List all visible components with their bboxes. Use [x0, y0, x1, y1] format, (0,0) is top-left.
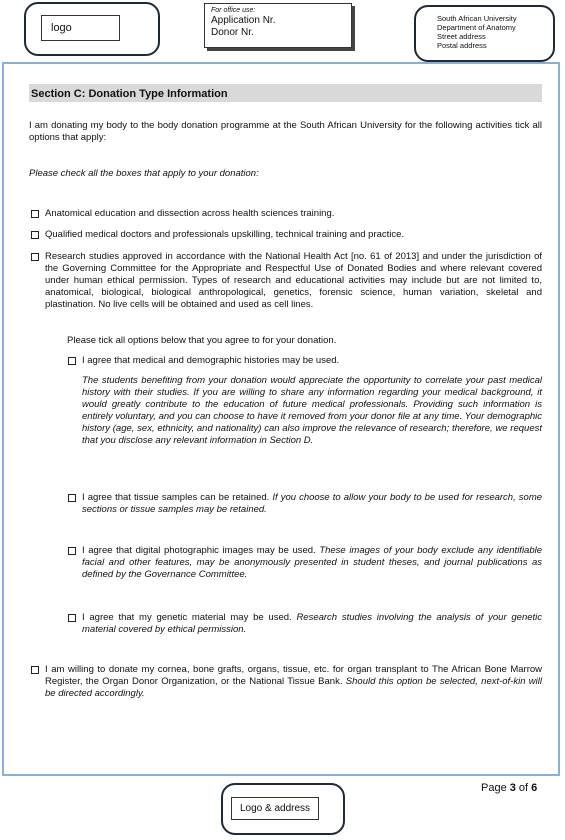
office-use-box [204, 3, 352, 48]
option-research-label: Research studies approved in accordance with the National Health Act [no. 61 of 2013] and under the jurisdiction of the Governing Committee for the Appropriate and Respectful Use of Donated Bodies and where relevant covered under human ethical permission. Types of research and educational activities may include but are not limited to, anatomical, biological, biological anthropological, genetics, forensic science, human variation, skeletal and plastination. No live cells will be obtained and used as cell lines. [45, 251, 542, 310]
check-prompt: Please check all the boxes that apply to your donation: [29, 168, 259, 179]
page-of: of [515, 782, 532, 794]
page-current: 3 [509, 782, 516, 794]
sub-medical-history-note: The students benefiting from your donation would appreciate the opportunity to correlate your past medical history with their studies. If you are willing to share any information regarding your medical background, it would greatly contribute to the education of future medical professionals. Providing such information is entirely voluntary, and you can choose to have it removed from your donor file at any time. Your demographic history (age, sex, ethnicity, and nationality) can also improve the relevance of research; therefore, we request that you disclose any relevant information in Section D. [82, 375, 542, 446]
logo-placeholder: logo [41, 15, 120, 41]
sub-genetic-material-note: Research studies involving the analysis of your genetic material covered by ethical permission. [82, 612, 543, 635]
sub-tissue-samples-text [82, 492, 542, 516]
office-use-title: For office use: [211, 7, 256, 14]
sub-tissue-samples-note: If you choose to allow your body to be used for research, some sections or tissue samples may be retained. [82, 492, 543, 515]
address-line: South African University [437, 14, 517, 23]
footer-logo-address: Logo & address [231, 797, 319, 820]
address-box [414, 5, 555, 62]
application-number-label: Application Nr. [211, 15, 276, 26]
option-professional-training-checkbox[interactable] [31, 231, 39, 239]
address-line: Street address [437, 32, 486, 41]
address-line: Department of Anatomy [437, 23, 516, 32]
sub-photographs-checkbox[interactable] [68, 547, 76, 555]
footer-logo-box [221, 783, 345, 835]
section-heading [29, 84, 542, 102]
option-organ-donation-label: I am willing to donate my cornea, bone grafts, organs, tissue, etc. for organ transplant to The African Bone Marrow Register, the Organ Donor Organization, or the National Tissue Bank. [45, 664, 542, 687]
option-anatomical-education-label: Anatomical education and dissection across health sciences training. [45, 208, 335, 219]
donor-number-label: Donor Nr. [211, 27, 254, 38]
sub-genetic-material-text [82, 612, 542, 636]
page-prefix: Page [481, 782, 510, 794]
intro-text: I am donating my body to the body donation programme at the South African University for the following activities tick all options that apply: [29, 120, 542, 143]
sub-tissue-samples-checkbox[interactable] [68, 494, 76, 502]
section-title: Section C: Donation Type Information [31, 88, 228, 100]
sub-tissue-samples-label: I agree that tissue samples can be retained. [82, 492, 270, 503]
page-number [481, 782, 537, 794]
sub-photographs-note: These images of your body exclude any identifiable facial and other features, may be anonymously presented in student theses, and journal publications as defined by the Governance Committee. [82, 545, 543, 580]
sub-photographs-text [82, 545, 542, 581]
logo-box [24, 2, 160, 56]
option-research-checkbox[interactable] [31, 253, 39, 261]
sub-medical-history-checkbox[interactable] [68, 357, 76, 365]
sub-options-prompt: Please tick all options below that you agree to for your donation. [67, 335, 337, 346]
sub-photographs-label: I agree that digital photographic images may be used. [82, 545, 316, 556]
option-organ-donation-text [45, 664, 542, 700]
option-organ-donation-note: Should this option be selected, next-of-kin will be directed accordingly. [45, 676, 543, 699]
option-anatomical-education-checkbox[interactable] [31, 210, 39, 218]
sub-genetic-material-checkbox[interactable] [68, 614, 76, 622]
sub-genetic-material-label: I agree that my genetic material may be used. [82, 612, 292, 623]
option-professional-training-label: Qualified medical doctors and professionals upskilling, technical training and practice. [45, 229, 405, 240]
sub-medical-history-label: I agree that medical and demographic histories may be used. [82, 355, 340, 366]
page-total: 6 [531, 782, 538, 794]
address-line: Postal address [437, 41, 487, 50]
option-organ-donation-checkbox[interactable] [31, 666, 39, 674]
